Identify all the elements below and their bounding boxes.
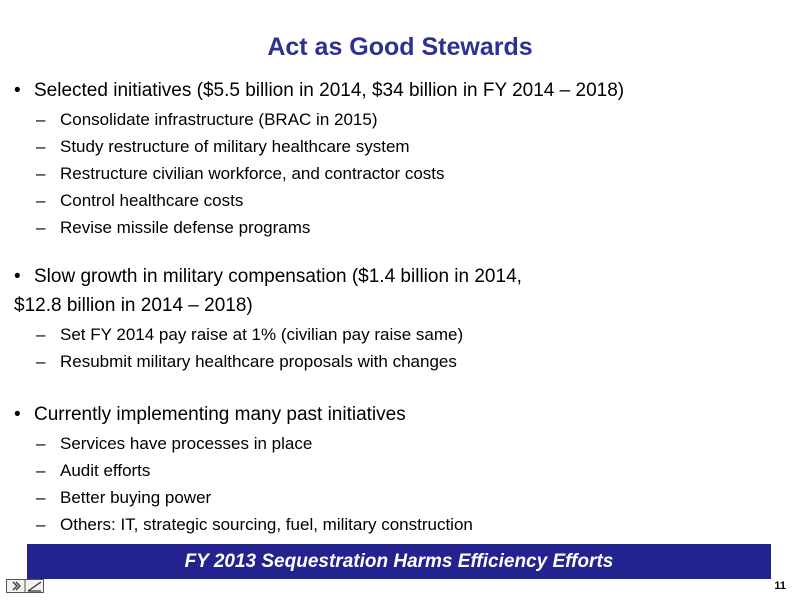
slide-nav-icon[interactable] xyxy=(6,579,44,593)
dash-glyph: – xyxy=(36,164,46,183)
bullet-past-initiatives xyxy=(14,403,406,427)
sub-item-text: Consolidate infrastructure (BRAC in 2015) xyxy=(60,110,378,129)
sub-item-text: Study restructure of military healthcare system xyxy=(60,137,410,156)
slide-title: Act as Good Stewards xyxy=(267,33,533,61)
sub-item xyxy=(36,459,150,483)
sub-item xyxy=(36,108,377,132)
bullet-glyph: • xyxy=(14,404,21,425)
sub-item-text: Restructure civilian workforce, and contractor costs xyxy=(60,164,445,183)
dash-glyph: – xyxy=(36,352,46,371)
dash-glyph: – xyxy=(36,461,46,480)
sub-item xyxy=(36,432,312,456)
sub-item-text: Audit efforts xyxy=(60,461,151,480)
sub-item-text: Services have processes in place xyxy=(60,434,313,453)
sub-item xyxy=(36,486,211,510)
dash-glyph: – xyxy=(36,325,46,344)
sub-item xyxy=(36,323,463,347)
sub-item xyxy=(36,135,410,159)
dash-glyph: – xyxy=(36,434,46,453)
dash-glyph: – xyxy=(36,218,46,237)
bullet-text: Currently implementing many past initiatives xyxy=(34,404,406,425)
bullet-glyph: • xyxy=(14,266,21,287)
sub-item xyxy=(36,162,445,186)
sub-item-text: Revise missile defense programs xyxy=(60,218,311,237)
dash-glyph: – xyxy=(36,191,46,210)
sub-item-text: Control healthcare costs xyxy=(60,191,244,210)
bullet-initiatives xyxy=(14,79,624,103)
sub-item-text: Better buying power xyxy=(60,488,212,507)
bullet-text: Selected initiatives ($5.5 billion in 2014, $34 billion in FY 2014 – 2018) xyxy=(34,80,625,101)
dash-glyph: – xyxy=(36,488,46,507)
sub-item xyxy=(36,513,473,537)
sub-item xyxy=(36,189,243,213)
bullet-text: Slow growth in military compensation ($1.4 billion in 2014, xyxy=(34,266,522,287)
page-number: 11 xyxy=(774,580,786,592)
dash-glyph: – xyxy=(36,137,46,156)
sub-item-text: Resubmit military healthcare proposals with changes xyxy=(60,352,457,371)
bullet-continuation: $12.8 billion in 2014 – 2018) xyxy=(14,295,253,316)
bullet-compensation xyxy=(14,265,522,289)
sub-item xyxy=(36,216,310,240)
bullet-glyph: • xyxy=(14,80,21,101)
dash-glyph: – xyxy=(36,110,46,129)
sub-item xyxy=(36,350,457,374)
sub-item-text: Others: IT, strategic sourcing, fuel, military construction xyxy=(60,515,473,534)
sub-item-text: Set FY 2014 pay raise at 1% (civilian pay raise same) xyxy=(60,325,464,344)
conclusion-banner: FY 2013 Sequestration Harms Efficiency Efforts xyxy=(27,544,771,579)
dash-glyph: – xyxy=(36,515,46,534)
